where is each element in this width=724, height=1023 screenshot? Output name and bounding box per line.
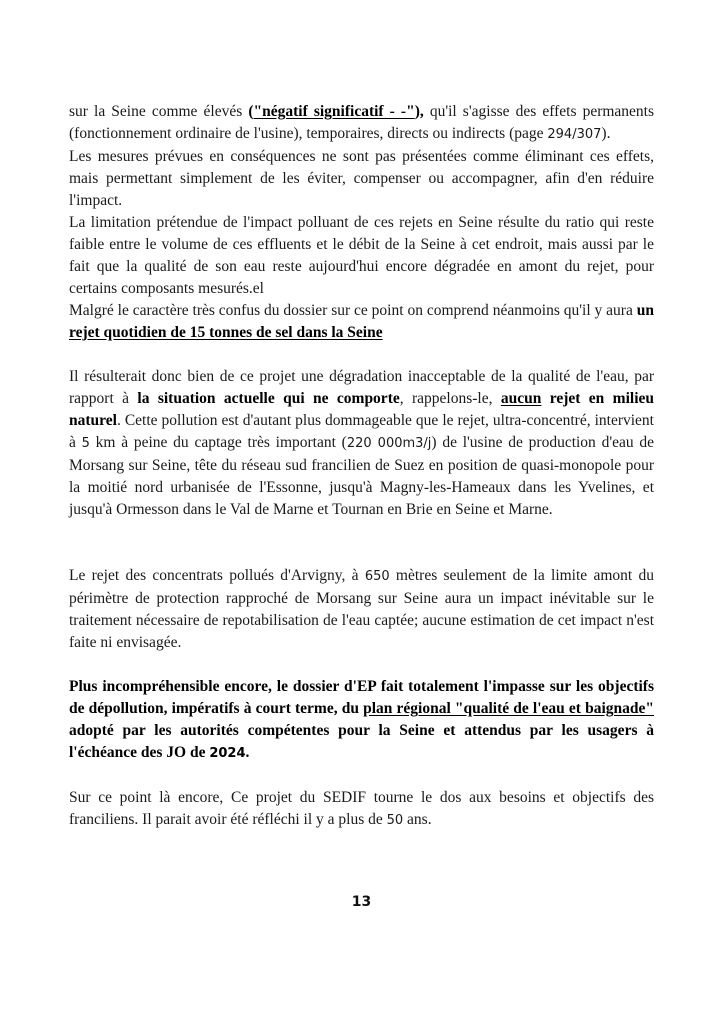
text: Le rejet des concentrats pollués d'Arvigny, à [69, 567, 365, 584]
paragraph-degradation [69, 366, 654, 521]
text: ) de l'usine de production d'eau de Morsang sur Seine, tête du réseau sud francilien de Suez en position de quasi-monopole pour la moitié nord urbanisée de l'Essonne, jusqu'à Magny-les-Hameaux dans les Yvelines, et jusqu'à Ormesson dans le Val de Marne et Tournan en Brie en Seine et Marne. [69, 434, 654, 518]
text: La limitation prétendue de l'impact polluant de ces rejets en Seine résulte du ratio qui reste faible entre le volume de ces effluents et le débit de la Seine à cet endroit, mais aussi par le fait que la qualité de son eau reste aujourd'hui encore dégradée en amont du rejet, pour certains composants mesurés.el [69, 214, 654, 297]
text: , rappelons-le, [399, 390, 501, 407]
year-value: 2024 [209, 746, 246, 761]
bold-underlined-quote: "négatif significatif - -" [253, 103, 415, 120]
document-body [69, 101, 654, 832]
bold-underlined-text: plan régional "qualité de l'eau et baignade" [363, 700, 654, 717]
capacity-value: 220 000m3/j [346, 436, 432, 451]
text: Il résulterait donc bien de ce projet une dégradation inacceptable de la qualité de l'eau, par rapport à [69, 368, 654, 407]
blank-line [69, 344, 654, 366]
bold-text: rejet en milieu naturel [69, 390, 655, 429]
paragraph-measures [69, 146, 654, 212]
page-number: 13 [351, 894, 372, 910]
page-reference: 294/307 [547, 127, 602, 142]
paragraph-limitation [69, 212, 654, 300]
text: sur la Seine comme élevés [69, 103, 249, 120]
bold-text: un [636, 302, 654, 319]
distance-value: 650 [364, 569, 390, 584]
text: qu'il s'agisse des effets permanents (fonctionnement ordinaire de l'usine), temporaires, directs ou indirects (page [69, 103, 655, 142]
paragraph-effects [69, 101, 654, 146]
text: km à peine du captage très important ( [89, 434, 347, 451]
text: ). [601, 125, 611, 142]
text: . Cette pollution est d'autant plus dommageable que le rejet, ultra-concentré, intervient à [69, 412, 654, 451]
text: Les mesures prévues en conséquences ne sont pas présentées comme éliminant ces effets, mais permettant simplement de les éviter, compenser ou accompagner, afin d'en réduire l'impact. [69, 148, 654, 209]
blank-lines [69, 521, 654, 565]
page-footer [69, 892, 654, 912]
text: Malgré le caractère très confus du dossier sur ce point on comprend néanmoins qu'il y aura [69, 302, 637, 319]
bold-text: Plus incompréhensible encore, le dossier d'EP fait totalement l'impasse sur les objectifs de dépollution, impératifs à court terme, du [69, 678, 654, 717]
bold-text: la situation actuelle qui ne comporte [137, 390, 400, 407]
paragraph-arvigny [69, 565, 654, 654]
paragraph-incomprehensible [69, 676, 654, 765]
paragraph-conclusion [69, 787, 654, 832]
bold-underlined-text: aucun [500, 390, 542, 407]
bold-text: adopté par les autorités compétentes pour la Seine et attendus par les usagers à l'échéance des JO de [69, 722, 654, 761]
distance-value: 5 [81, 436, 90, 451]
bold-underlined-text: rejet quotidien de 15 tonnes de sel dans la Seine [69, 324, 383, 341]
bold-text: ), [414, 103, 424, 120]
paragraph-salt-discharge [69, 300, 654, 344]
text: ans. [403, 811, 432, 828]
text: mètres seulement de la limite amont du périmètre de protection rapproché de Morsang sur Seine aura un impact inévitable sur le traitement nécessaire de repotabilisation de l'eau captée; aucune estimation de cet impact n'est faite ni envisagée. [69, 567, 654, 651]
blank-line [69, 654, 654, 676]
years-value: 50 [386, 813, 404, 828]
blank-line [69, 765, 654, 787]
bold-text: . [245, 744, 250, 761]
text: Sur ce point là encore, Ce projet du SEDIF tourne le dos aux besoins et objectifs des franciliens. Il parait avoir été réfléchi il y a plus de [69, 789, 654, 828]
bold-text: ( [248, 103, 254, 120]
